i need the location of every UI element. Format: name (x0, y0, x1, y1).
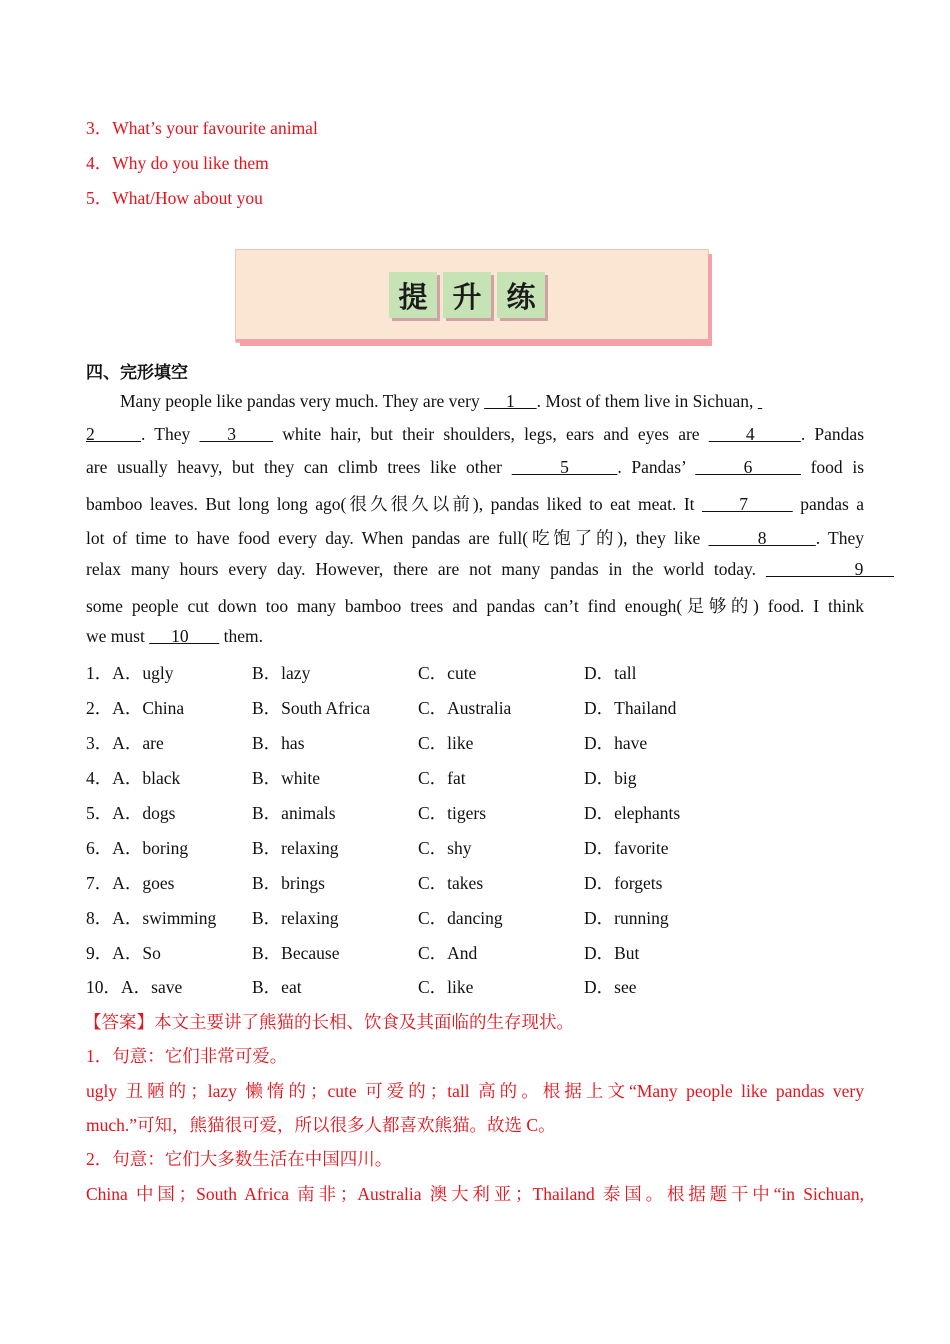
section-title: 四、完形填空 (86, 363, 188, 383)
answer-line-5: 5．What/How about you (86, 188, 263, 208)
answer-intro: 【答案】本文主要讲了熊猫的长相、饮食及其面临的生存现状。 (84, 1012, 574, 1032)
option-row: 2．A．China B．South Africa C．Australia D．Thailand (86, 698, 677, 718)
banner-char-2: 升 (443, 272, 491, 318)
option-row: 4．A．black B．white C．fat D．big (86, 768, 637, 788)
blank-1: 1 (484, 391, 537, 411)
blank-8: 8 (708, 528, 816, 548)
passage-line-6: relax many hours every day. However, there are not many pandas in the world today. 9 (86, 559, 894, 579)
option-row: 8．A．swimming B．relaxing C．dancing D．running (86, 908, 669, 928)
answer-line-4: 4．Why do you like them (86, 153, 269, 173)
banner-char-3: 练 (497, 272, 545, 318)
answer-line-3: 3．What’s your favourite animal (86, 118, 318, 138)
blank-3: 3 (199, 424, 273, 444)
passage-line-8: we must 10 them. (86, 626, 263, 646)
option-row: 9．A．So B．Because C．And D．But (86, 943, 640, 963)
passage-line-2: 2 . They 3 white hair, but their shoulders, legs, ears and eyes are 4 . Pandas (86, 424, 865, 444)
blank-7: 7 (701, 494, 793, 514)
option-row: 10．A．save B．eat C．like D．see (86, 977, 637, 997)
blank-6: 6 (695, 457, 801, 477)
option-row: 6．A．boring B．relaxing C．shy D．favorite (86, 838, 669, 858)
blank-2: 2 (86, 424, 141, 444)
passage-line-3: are usually heavy, but they can climb trees like other 5 . Pandas’ 6 food is (86, 457, 865, 477)
option-row: 3．A．are B．has C．like D．have (86, 733, 648, 753)
answer-q1-line1: ugly 丑陋的；lazy 懒惰的；cute 可爱的；tall 高的。根据上文“Many people like pandas very (86, 1081, 864, 1101)
option-row: 7．A．goes B．brings C．takes D．forgets (86, 873, 663, 893)
blank-4: 4 (708, 424, 801, 444)
passage-line-1: Many people like pandas very much. They are very 1 . Most of them live in Sichuan, (120, 391, 758, 411)
answer-q2-title: 2．句意：它们大多数生活在中国四川。 (86, 1149, 393, 1169)
answer-q1-title: 1．句意：它们非常可爱。 (86, 1046, 288, 1066)
section-banner (236, 250, 708, 342)
passage-line-5: lot of time to have food every day. When pandas are full(吃饱了的), they like 8 . They (86, 528, 864, 548)
passage-line-7: some people cut down too many bamboo trees and pandas can’t find enough(足够的) food. I think (86, 596, 864, 616)
answer-q1-line2: much.”可知，熊猫很可爱，所以很多人都喜欢熊猫。故选 C。 (86, 1115, 556, 1135)
option-row: 1．A．ugly B．lazy C．cute D．tall (86, 663, 637, 683)
blank-10: 10 (149, 626, 220, 646)
option-row: 5．A．dogs B．animals C．tigers D．elephants (86, 803, 681, 823)
blank-5: 5 (511, 457, 618, 477)
banner-char-1: 提 (389, 272, 437, 318)
passage-line-4: bamboo leaves. But long long ago(很久很久以前), pandas liked to eat meat. It 7 pandas a (86, 494, 865, 514)
blank-9: 9 (765, 559, 894, 579)
answer-q2-line1: China 中国；South Africa 南非；Australia 澳大利亚；Thailand 泰国。根据题干中“in Sichuan, (86, 1184, 864, 1204)
